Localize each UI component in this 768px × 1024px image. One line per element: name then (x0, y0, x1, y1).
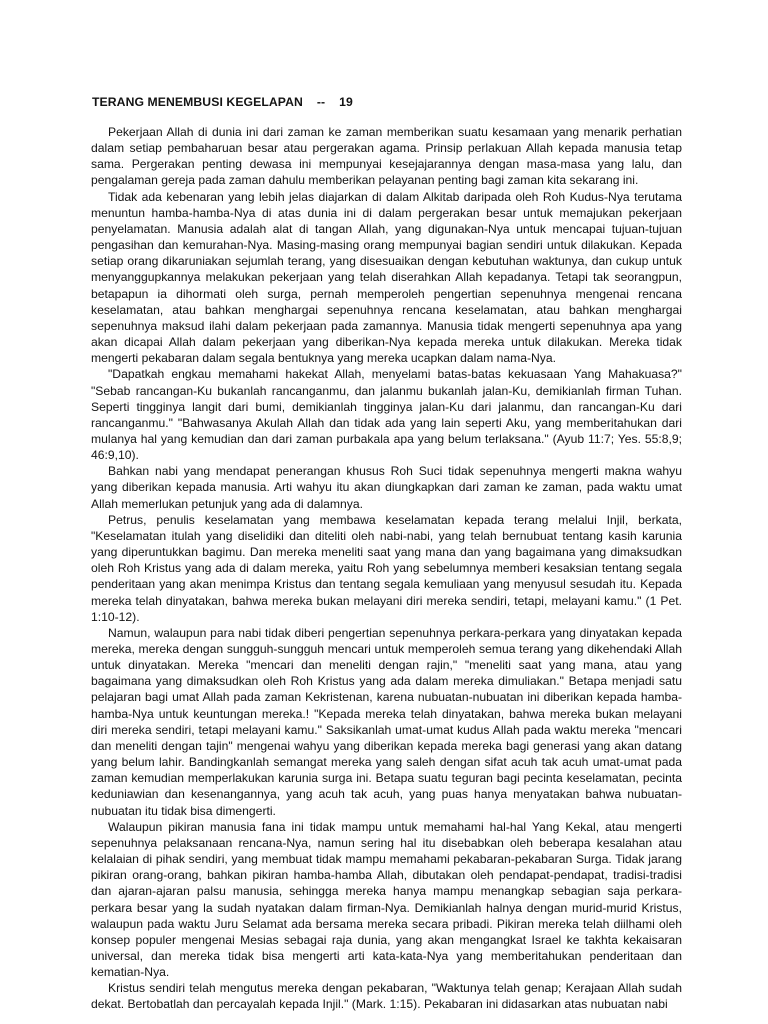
paragraph: "Dapatkah engkau memahami hakekat Allah, menyelami batas-batas kekuasaan Yang Mahakuasa?" "Sebab rancangan-Ku bukanlah rancanganmu, dan jalanmu bukanlah jalan-Ku, demikianlah firman Tuhan. Seperti tingginya langit dari bumi, demikianlah tingginya jalan-Ku dari jalanmu, dan rancangan-Ku dari rancanganmu." "Bahwasanya Akulah Allah dan tidak ada yang lain seperti Aku, yang memberitahukan dari mulanya hal yang kemudian dan dari zaman purbakala apa yang belum terlaksana." (Ayub 11:7; Yes. 55:8,9; 46:9,10). (91, 367, 682, 463)
paragraph: Pekerjaan Allah di dunia ini dari zaman ke zaman memberikan suatu kesamaan yang menarik perhatian dalam setiap pembaharuan besar atau pergerakan agama. Prinsip perlakuan Allah kepada manusia tetap sama. Pergerakan penting dewasa ini mempunyai kesejajarannya dengan masa-masa yang lalu, dan pengalaman gereja pada zaman dahulu memberikan pelayanan penting bagi zaman kita sekarang ini. (91, 125, 682, 188)
paragraph: Petrus, penulis keselamatan yang membawa keselamatan kepada terang melalui Injil, berkata, "Keselamatan itulah yang diselidiki dan diteliti oleh nabi-nabi, yang telah bernubuat tentang kasih karunia yang diperuntukkan bagimu. Dan mereka meneliti saat yang mana dan yang bagaimana yang dimaksudkan oleh Roh Kristus yang ada di dalam mereka, yaitu Roh yang sebelumnya memberi kesaksian tentang segala penderitaan yang akan menimpa Kristus dan tentang segala kemuliaan yang menyusul sesudah itu. Kepada mereka telah dinyatakan, bahwa mereka bukan melayani diri mereka sendiri, tetapi, melayani kamu." (1 Pet. 1:10-12). (91, 512, 682, 624)
paragraph: Namun, walaupun para nabi tidak diberi pengertian sepenuhnya perkara-perkara yang dinyatakan kepada mereka, mereka dengan sungguh-sungguh mencari untuk memperoleh semua terang yang dikehendaki Allah untuk dinyatakan. Mereka "mencari dan meneliti dengan rajin," "meneliti saat yang mana, atau yang bagaimana yang dimaksudkan oleh Roh Kristus yang ada dalam mereka dimuliakan." Betapa menjadi satu pelajaran bagi umat Allah pada zaman Kekristenan, karena nubuatan-nubuatan ini diberikan kepada hamba-hamba-Nya untuk keuntungan mereka.! "Kepada mereka telah dinyatakan, bahwa mereka bukan melayani diri mereka sendiri, tetapi melayani kamu." Saksikanlah umat-umat kudus Allah pada waktu mereka "mencari dan meneliti dengan tajin" mengenai wahyu yang diberikan kepada mereka bagi generasi yang akan datang yang belum lahir. Bandingkanlah semangat mereka yang saleh dengan sifat acuh tak acuh umat-umat pada zaman kemudian memperlakukan karunia surga ini. Betapa suatu teguran bagi pecinta keselamatan, pecinta keduniawian dan kesenangannya, yang acuh tak acuh, yang puas hanya menyatakan bahwa nubuatan-nubuatan itu tidak bisa dimengerti. (91, 625, 682, 818)
paragraph: Tidak ada kebenaran yang lebih jelas diajarkan di dalam Alkitab daripada oleh Roh Kudus-Nya terutama menuntun hamba-hamba-Nya di atas dunia ini di dalam pergerakan besar untuk memajukan pekerjaan penyelamatan. Manusia adalah alat di tangan Allah, yang digunakan-Nya untuk mencapai tujuan-tujuan pengasihan dan kemurahan-Nya. Masing-masing orang mempunyai bagian sendiri untuk dilakukan. Kepada setiap orang dikaruniakan sejumlah terang, yang disesuaikan dengan kebutuhan waktunya, dan cukup untuk menyanggupkannya melakukan pekerjaan yang telah diserahkan Allah kepadanya. Tetapi tak seorangpun, betapapun ia dihormati oleh surga, pernah memperoleh pengertian sepenuhnya mengenai rencana keselamatan, atau bahkan menghargai sepenuhnya rencana keselamatan, atau bahkan menghargai sepenuhnya maksud ilahi dalam pekerjaan pada zamannya. Manusia tidak mengerti sepenuhnya apa yang akan dicapai Allah dalam pekerjaan yang diberikan-Nya kepada mereka untuk dilakukan. Mereka tidak mengerti pekabaran dalam segala bentuknya yang mereka ucapkan dalam nama-Nya. (91, 189, 682, 366)
paragraph: Bahkan nabi yang mendapat penerangan khusus Roh Suci tidak sepenuhnya mengerti makna wahyu yang diberikan kepada manusia. Arti wahyu itu akan diungkapkan dari zaman ke zaman, pada waktu umat Allah memerlukan petunjuk yang ada di dalamnya. (91, 464, 682, 511)
paragraph: Kristus sendiri telah mengutus mereka dengan pekabaran, "Waktunya telah genap; Kerajaan Allah sudah dekat. Bertobatlah dan percayalah kepada Injil." (Mark. 1:15). Pekabaran ini didasarkan atas nubuatan nabi (91, 981, 682, 1012)
chapter-header (92, 95, 353, 109)
chapter-title: TERANG MENEMBUSI KEGELAPAN (92, 95, 303, 109)
header-separator: -- (316, 95, 326, 109)
body-text (91, 124, 682, 1013)
page-number: 19 (339, 95, 353, 109)
paragraph: Walaupun pikiran manusia fana ini tidak mampu untuk memahami hal-hal Yang Kekal, atau mengerti sepenuhnya pelaksanaan rencana-Nya, namun sering hal itu disebabkan oleh beberapa kesalahan atau kelalaian di pihak sendiri, yang membuat tidak mampu memahami pekabaran-pekabaran Surga. Tidak jarang pikiran orang-orang, bahkan pikiran hamba-hamba Allah, dibutakan oleh pendapat-pendapat, tradisi-tradisi dan ajaran-ajaran palsu manusia, sehingga mereka hanya mampu menangkap sebagian saja perkara-perkara besar yang la sudah nyatakan dalam firman-Nya. Demikianlah halnya dengan murid-murid Kristus, walaupun pada waktu Juru Selamat ada bersama mereka secara pribadi. Pikiran mereka telah diilhami oleh konsep populer mengenai Mesias sebagai raja dunia, yang akan mengangkat Israel ke takhta kekaisaran universal, dan mereka tidak bisa mengerti arti kata-kata-Nya yang memberitahukan penderitaan dan kematian-Nya. (91, 819, 682, 980)
